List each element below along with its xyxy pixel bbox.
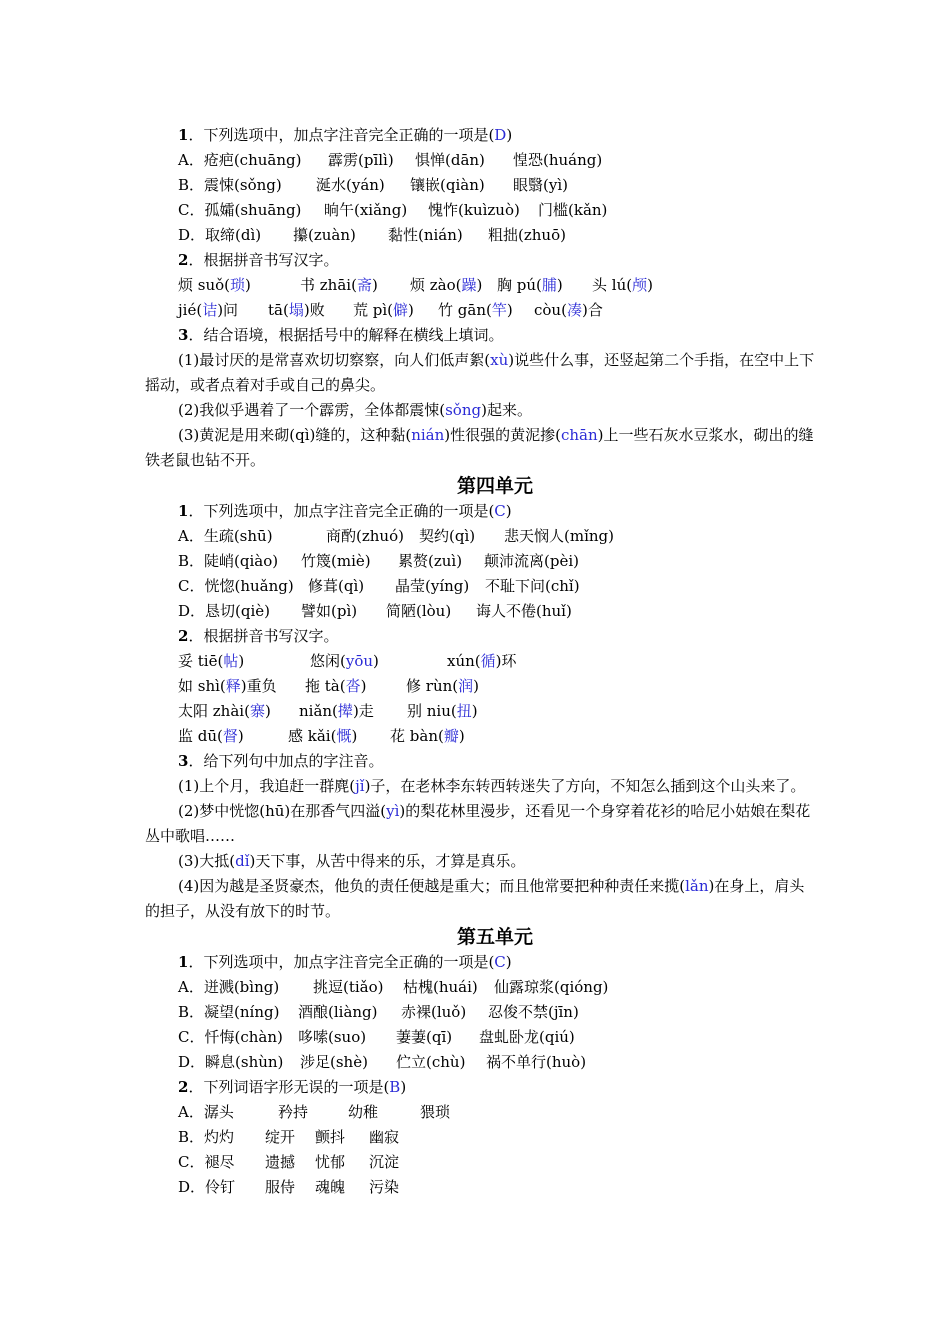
question-u4-q3: 3．给下列句中加点的字注音。 [178,752,384,770]
option-row: B．震悚(sǒng) 涎水(yán) 镶嵌(qiàn) 眼翳(yì) [178,176,568,194]
question-u5-q2: 2．下列词语字形无误的一项是(B) [178,1078,407,1096]
option-row: A．生疏(shū) 商酌(zhuó) 契约(qì) 悲天悯人(mǐng) [178,527,614,545]
answer-key: C [494,502,506,520]
fill-row: jié(诘)问 tā(塌)败 荒 pì(僻) 竹 gān(竿) còu(凑)合 [178,301,603,319]
question-u3-q1: 1．下列选项中，加点字注音完全正确的一项是(D) [178,126,513,144]
sentence-item: (1)上个月，我追赶一群麂(jǐ)子，在老林李东转西转迷失了方向，不知怎么插到这个山头来了。 [178,777,806,795]
sentence-item: (3)黄泥是用来砌(qì)缝的，这种黏(nián)性很强的黄泥掺(chān)上一些石灰水豆浆水，砌出的缝铁老鼠也钻不开。 [145,426,814,469]
option-row: D．恳切(qiè) 譬如(pì) 简陋(lòu) 诲人不倦(huǐ) [178,602,572,620]
question-u3-q2: 2．根据拼音书写汉字。 [178,251,339,269]
fill-row: 烦 suǒ(琐) 书 zhāi(斋) 烦 zào(躁) 胸 pú(脯) 头 lú(颅) [178,276,653,294]
question-u5-q1: 1．下列选项中，加点字注音完全正确的一项是(C) [178,953,512,971]
option-row: D．瞬息(shùn) 涉足(shè) 伫立(chù) 祸不单行(huò) [178,1053,587,1071]
option-row: C．褪尽 遗撼 忧郁 沉淀 [178,1153,400,1171]
question-u4-q1: 1．下列选项中，加点字注音完全正确的一项是(C) [178,502,512,520]
option-row: C．恍惚(huǎng) 修葺(qì) 晶莹(yíng) 不耻下问(chǐ) [178,577,580,595]
answer-key: B [389,1078,401,1096]
sentence-item: (4)因为越是圣贤豪杰，他负的责任便越是重大；而且他常要把种种责任来揽(lǎn)在身上，肩头的担子，从没有放下的时节。 [145,877,805,920]
option-row: D．取缔(dì) 攥(zuàn) 黏性(nián) 粗拙(zhuō) [178,226,566,244]
answer-key: D [494,126,507,144]
option-row: A．疮疤(chuāng) 霹雳(pīlì) 惧惮(dān) 惶恐(huáng) [178,151,603,169]
sentence-item: (2)我似乎遇着了一个霹雳，全体都震悚(sǒng)起来。 [178,401,532,419]
option-row: B．陡峭(qiào) 竹篾(miè) 累赘(zuì) 颠沛流离(pèi) [178,552,579,570]
option-row: A．迸溅(bìng) 挑逗(tiǎo) 枯槐(huái) 仙露琼浆(qióng) [178,978,609,996]
sentence-item: (3)大抵(dǐ)天下事，从苦中得来的乐，才算是真乐。 [178,852,526,870]
question-u4-q2: 2．根据拼音书写汉字。 [178,627,339,645]
fill-row: 如 shì(释)重负 拖 tà(沓) 修 rùn(润) [178,677,479,695]
option-row: B．灼灼 绽开 颤抖 幽寂 [178,1128,400,1146]
sentence-item: (2)梦中恍惚(hū)在那香气四溢(yì)的梨花林里漫步，还看见一个身穿着花衫的哈尼小姑娘在梨花丛中歌唱…… [145,802,811,845]
unit-heading: 第四单元 [456,475,533,497]
question-u3-q3: 3．结合语境，根据括号中的解释在横线上填词。 [178,326,504,344]
document-page [145,123,815,1200]
option-row: A．潺头 矜持 幼稚 猥琐 [178,1103,451,1121]
option-row: C．孤孀(shuāng) 晌午(xiǎng) 愧怍(kuìzuò) 门槛(kǎn) [178,201,608,219]
fill-row: 监 dū(督) 感 kǎi(慨) 花 bàn(瓣) [178,727,465,745]
unit-heading: 第五单元 [456,926,533,948]
option-row: D．伶钉 服侍 魂魄 污染 [178,1178,400,1196]
answer-key: C [494,953,506,971]
option-row: C．忏悔(chàn) 哆嗦(suo) 萋萋(qī) 盘虬卧龙(qiú) [178,1028,575,1046]
sentence-item: (1)最讨厌的是常喜欢切切察察，向人们低声絮(xù)说些什么事，还竖起第二个手指，在空中上下摇动，或者点着对手或自己的鼻尖。 [145,351,815,394]
fill-row: 妥 tiē(帖) 悠闲(yōu) xún(循)环 [178,652,517,670]
option-row: B．凝望(níng) 酒酿(liàng) 赤裸(luǒ) 忍俊不禁(jīn) [178,1003,579,1021]
fill-row: 太阳 zhài(寨) niǎn(撵)走 别 niu(扭) [178,702,478,720]
